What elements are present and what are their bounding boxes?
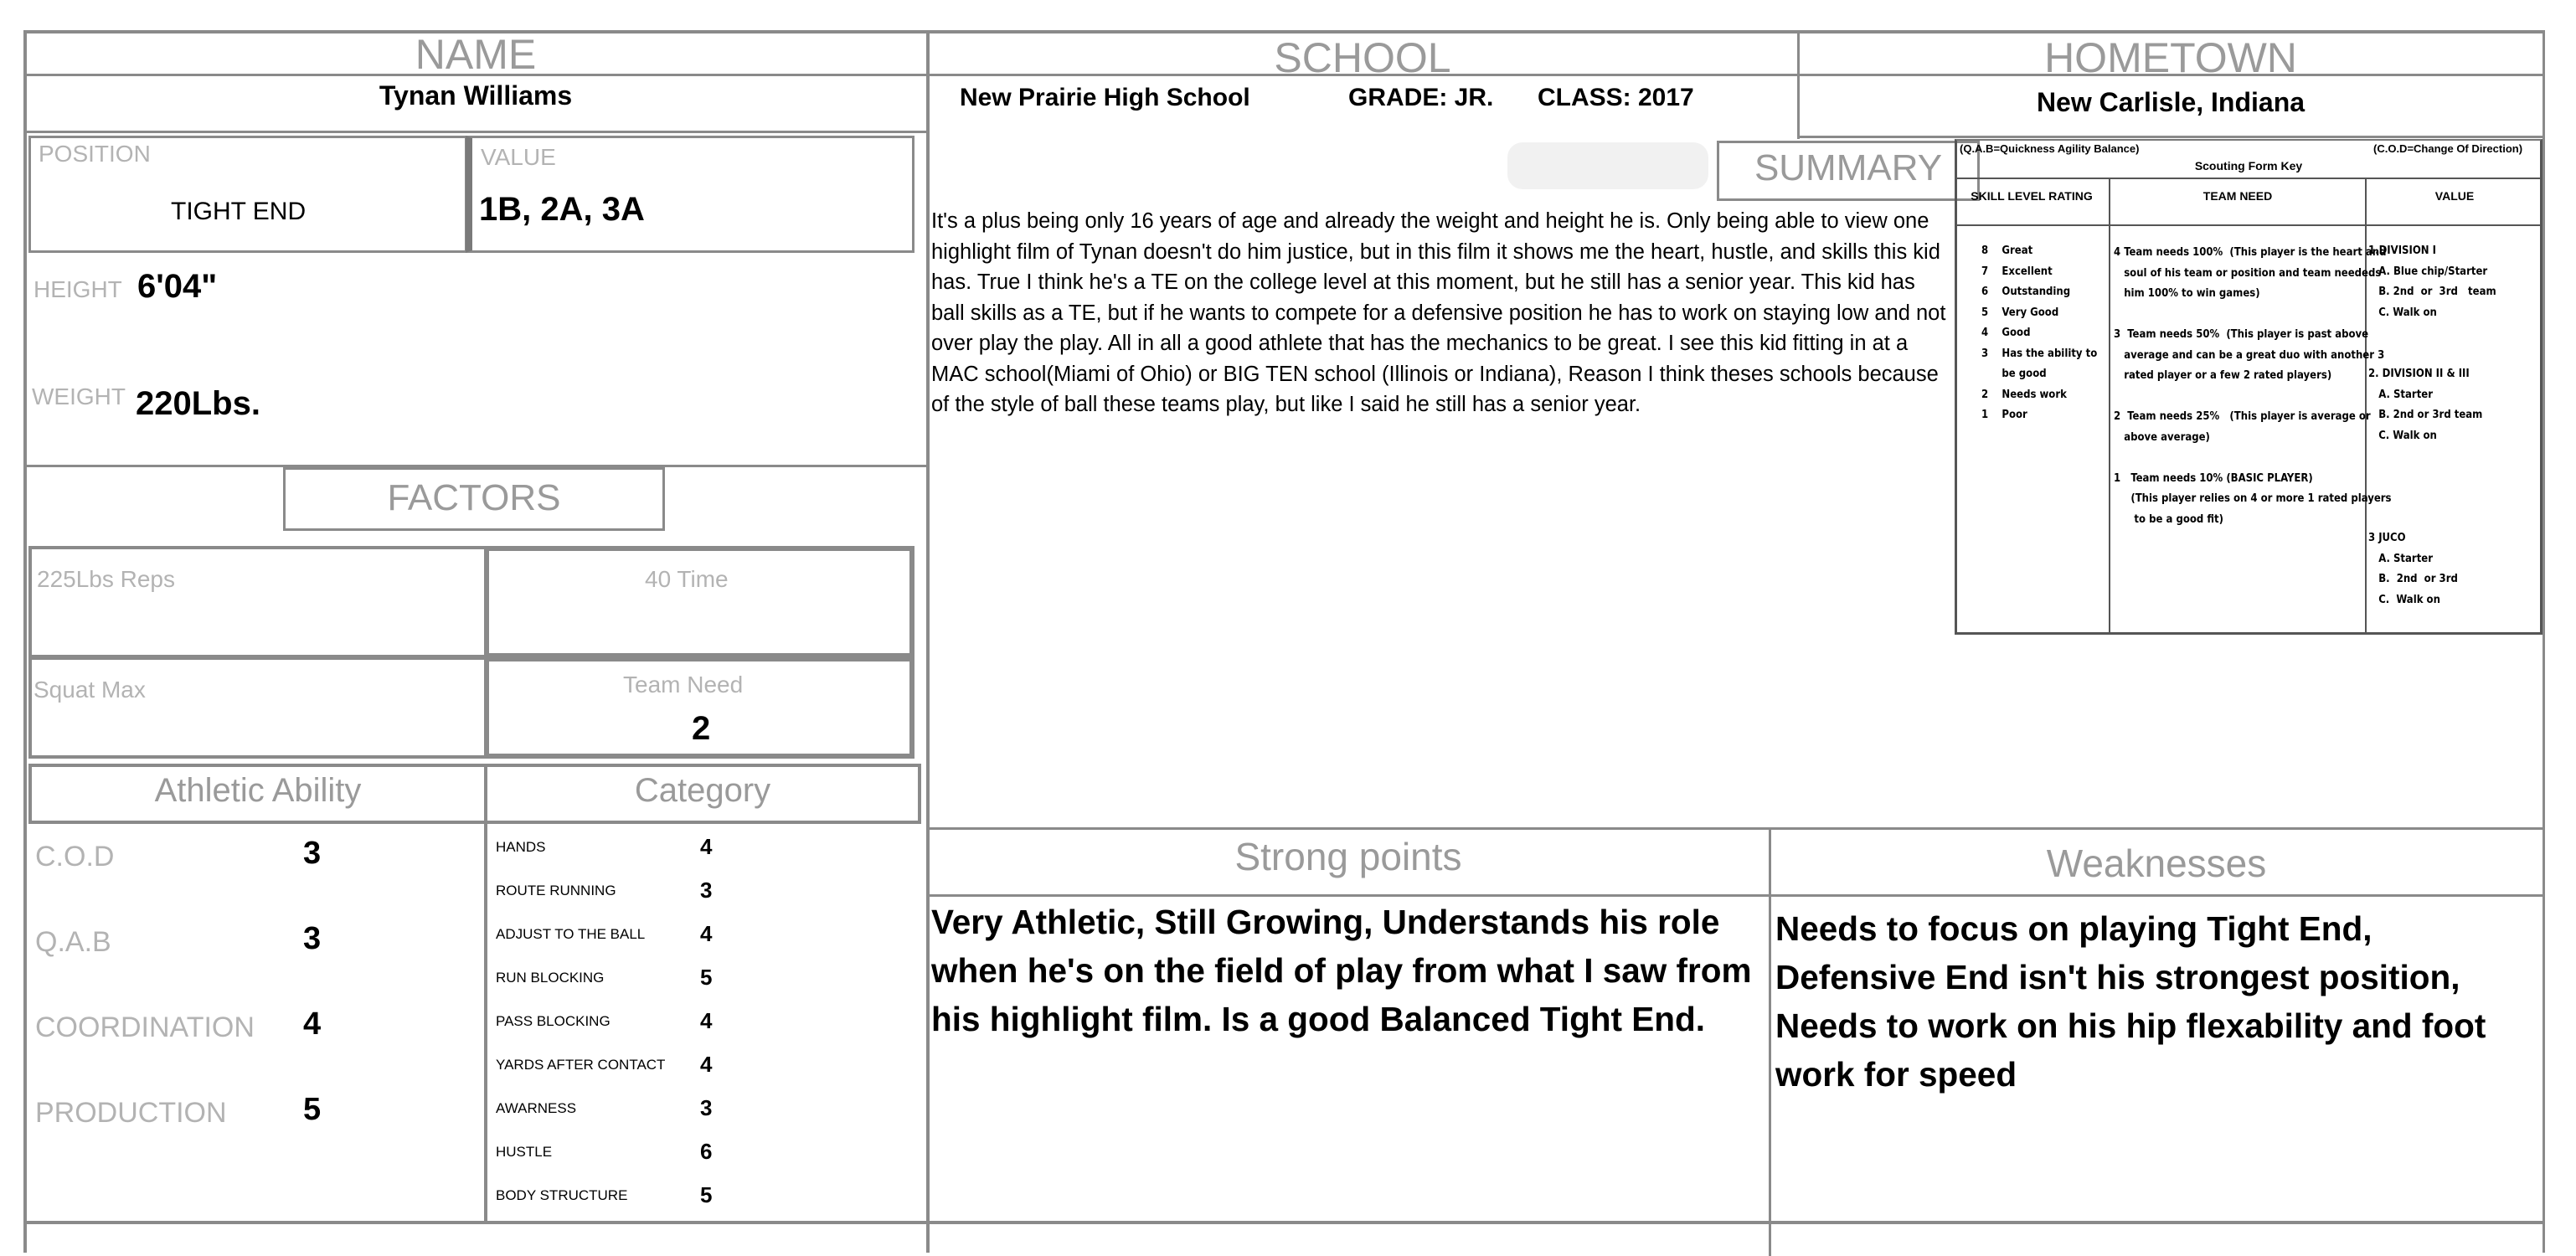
athletic-score: 5 [303, 1092, 322, 1127]
key-col1-header: SKILL LEVEL RATING [1971, 189, 2093, 203]
key-line: 8 Great [1981, 245, 2033, 257]
key-line: 2 Needs work [1981, 388, 2067, 401]
player-school: New Prairie High School [960, 84, 1250, 111]
athletic-label: C.O.D [35, 841, 115, 873]
team-need-value: 2 [692, 710, 711, 747]
key-line: average and can be a great duo with another 3 [2114, 348, 2385, 362]
category-score: 3 [700, 1095, 713, 1120]
key-line: B. 2nd or 3rd [2368, 573, 2458, 585]
athletic-label: COORDINATION [35, 1011, 255, 1043]
athletic-header: Athletic Ability [154, 772, 362, 809]
key-line: him 100% to win games) [2114, 287, 2260, 300]
key-line: 4 Good [1981, 327, 2031, 339]
category-label: YARDS AFTER CONTACT [496, 1057, 666, 1073]
key-line: 7 Excellent [1981, 265, 2053, 278]
position-label: POSITION [39, 141, 151, 167]
key-line: (This player relies on 4 or more 1 rated players [2114, 492, 2392, 505]
player-name: Tynan Williams [379, 80, 573, 111]
athletic-score: 3 [303, 836, 322, 871]
factors-header: FACTORS [387, 477, 561, 518]
summary-smudge [1507, 142, 1708, 189]
key-line: 3 JUCO [2368, 532, 2406, 544]
key-cod-note: (C.O.D=Change Of Direction) [2373, 142, 2523, 155]
key-col2-header: TEAM NEED [2202, 189, 2273, 203]
strong-text: Very Athletic, Still Growing, Understands his role when he's on the field of play from what I saw from his highlight film. Is a good Balanced Tight End. [931, 903, 1752, 1038]
key-line: C. Walk on [2368, 429, 2437, 442]
key-line: 1 Poor [1981, 409, 2027, 421]
value-label: VALUE [481, 144, 556, 170]
key-line: to be a good fit) [2114, 512, 2223, 526]
key-line: C. Walk on [2368, 306, 2437, 319]
strong-weak-divider [1769, 829, 1771, 1256]
key-title: Scouting Form Key [2194, 159, 2303, 172]
hometown-under-rule [1799, 136, 2544, 138]
key-line: 1 Team needs 10% (BASIC PLAYER) [2114, 471, 2313, 485]
category-score: 4 [700, 1052, 713, 1077]
key-colhead-rule [1955, 224, 2543, 226]
reps-box [28, 546, 487, 658]
player-class: CLASS: 2017 [1538, 84, 1694, 111]
name-header: NAME [415, 31, 537, 78]
category-score: 6 [700, 1139, 713, 1164]
weak-header: Weaknesses [2046, 842, 2267, 885]
key-line: C. Walk on [2368, 593, 2440, 606]
summary-header: SUMMARY [1754, 147, 1943, 188]
category-score: 4 [700, 1008, 713, 1033]
position-value: TIGHT END [171, 198, 307, 225]
key-col3-header: VALUE [2434, 189, 2475, 203]
weight-value: 220Lbs. [136, 385, 260, 422]
key-line: 2. DIVISION II & III [2368, 368, 2470, 380]
weight-label: WEIGHT [32, 383, 126, 409]
athletic-score: 4 [303, 1006, 322, 1042]
strong-under-header-rule [926, 894, 2544, 897]
key-line: A. Blue chip/Starter [2368, 265, 2488, 278]
reps-label: 225Lbs Reps [37, 566, 176, 592]
school-divider [926, 30, 930, 1253]
right-border [2543, 30, 2545, 1253]
key-line: 4 Team needs 100% (This player is the heart and [2114, 246, 2387, 259]
category-label: RUN BLOCKING [496, 970, 605, 986]
hometown-header: HOMETOWN [2044, 34, 2297, 81]
category-label: ROUTE RUNNING [496, 883, 616, 898]
category-label: BODY STRUCTURE [496, 1187, 628, 1203]
key-qab-note: (Q.A.B=Quickness Agility Balance) [1960, 142, 2140, 155]
strong-header: Strong points [1234, 835, 1462, 878]
key-line: be good [1981, 368, 2047, 380]
subheader-rule [23, 131, 928, 133]
category-score: 5 [700, 965, 713, 990]
category-label: HUSTLE [496, 1144, 553, 1160]
height-label: HEIGHT [33, 276, 122, 302]
team-need-label: Team Need [623, 672, 744, 697]
category-score: 5 [700, 1182, 713, 1207]
key-title-rule [1955, 178, 2543, 179]
school-header: SCHOOL [1274, 34, 1451, 81]
value-value: 1B, 2A, 3A [479, 191, 645, 228]
height-value: 6'04" [137, 268, 218, 305]
key-line: 2 Team needs 25% (This player is average or [2114, 410, 2371, 423]
key-line: B. 2nd or 3rd team [2368, 286, 2496, 298]
summary-text: It's a plus being only 16 years of age and already the weight and height he is. Only being able to view one highlight film of Tynan doesn't do him justice, but in this film it shows me the heart, hustle, and skills this kid has. True I think he's a TE on the college level at this moment, but he still has a senior year. This kid has ball skills as a TE, but if he wants to compete for a defensive position he has to work on staying low and not over play the play. All in all a good athlete that has the mechanics to be great. I see this kid fitting in at a MAC school(Miami of Ohio) or BIG TEN school (Illinois or Indiana), Reason I think theses schools because of the style of ball these teams play, but like I said he still has a senior year. [931, 209, 1946, 416]
key-line: soul of his team or position and team neededs [2114, 266, 2382, 280]
athletic-category-divider [484, 824, 487, 1223]
key-line: 5 Very Good [1981, 306, 2059, 319]
category-score: 4 [700, 921, 713, 946]
category-score: 4 [700, 834, 713, 859]
category-label: AWARNESS [496, 1100, 577, 1116]
athletic-label: Q.A.B [35, 926, 111, 958]
key-line: A. Starter [2368, 552, 2433, 565]
category-label: PASS BLOCKING [496, 1013, 611, 1029]
weak-text: Needs to focus on playing Tight End, Defensive End isn't his strongest position, Needs to work on his hip flexability and foot work for speed [1775, 909, 2486, 1094]
squat-box [28, 656, 487, 759]
category-label: ADJUST TO THE BALL [496, 926, 646, 942]
footer-rule [23, 1221, 2544, 1224]
forty-box [484, 546, 914, 658]
player-hometown: New Carlisle, Indiana [2036, 87, 2306, 117]
player-grade: GRADE: JR. [1348, 84, 1494, 111]
squat-label: Squat Max [33, 677, 146, 703]
category-header: Category [634, 772, 771, 809]
category-label: HANDS [496, 839, 546, 855]
key-line: A. Starter [2368, 388, 2433, 401]
key-line: 6 Outstanding [1981, 286, 2071, 298]
key-line: B. 2nd or 3rd team [2368, 409, 2483, 421]
key-line: 3 Has the ability to [1981, 347, 2098, 360]
athletic-label: PRODUCTION [35, 1097, 227, 1129]
left-border [23, 30, 27, 1253]
key-line: rated player or a few 2 rated players) [2114, 369, 2332, 382]
forty-label: 40 Time [645, 566, 729, 592]
key-line: 3 Team needs 50% (This player is past above [2114, 328, 2369, 341]
category-score: 3 [700, 878, 713, 903]
athletic-score: 3 [303, 921, 322, 956]
key-line: above average) [2114, 430, 2210, 444]
key-line: 1.DIVISION I [2368, 245, 2436, 257]
bottom-section-rule [926, 827, 2544, 830]
key-col-divider-1 [2109, 178, 2110, 635]
